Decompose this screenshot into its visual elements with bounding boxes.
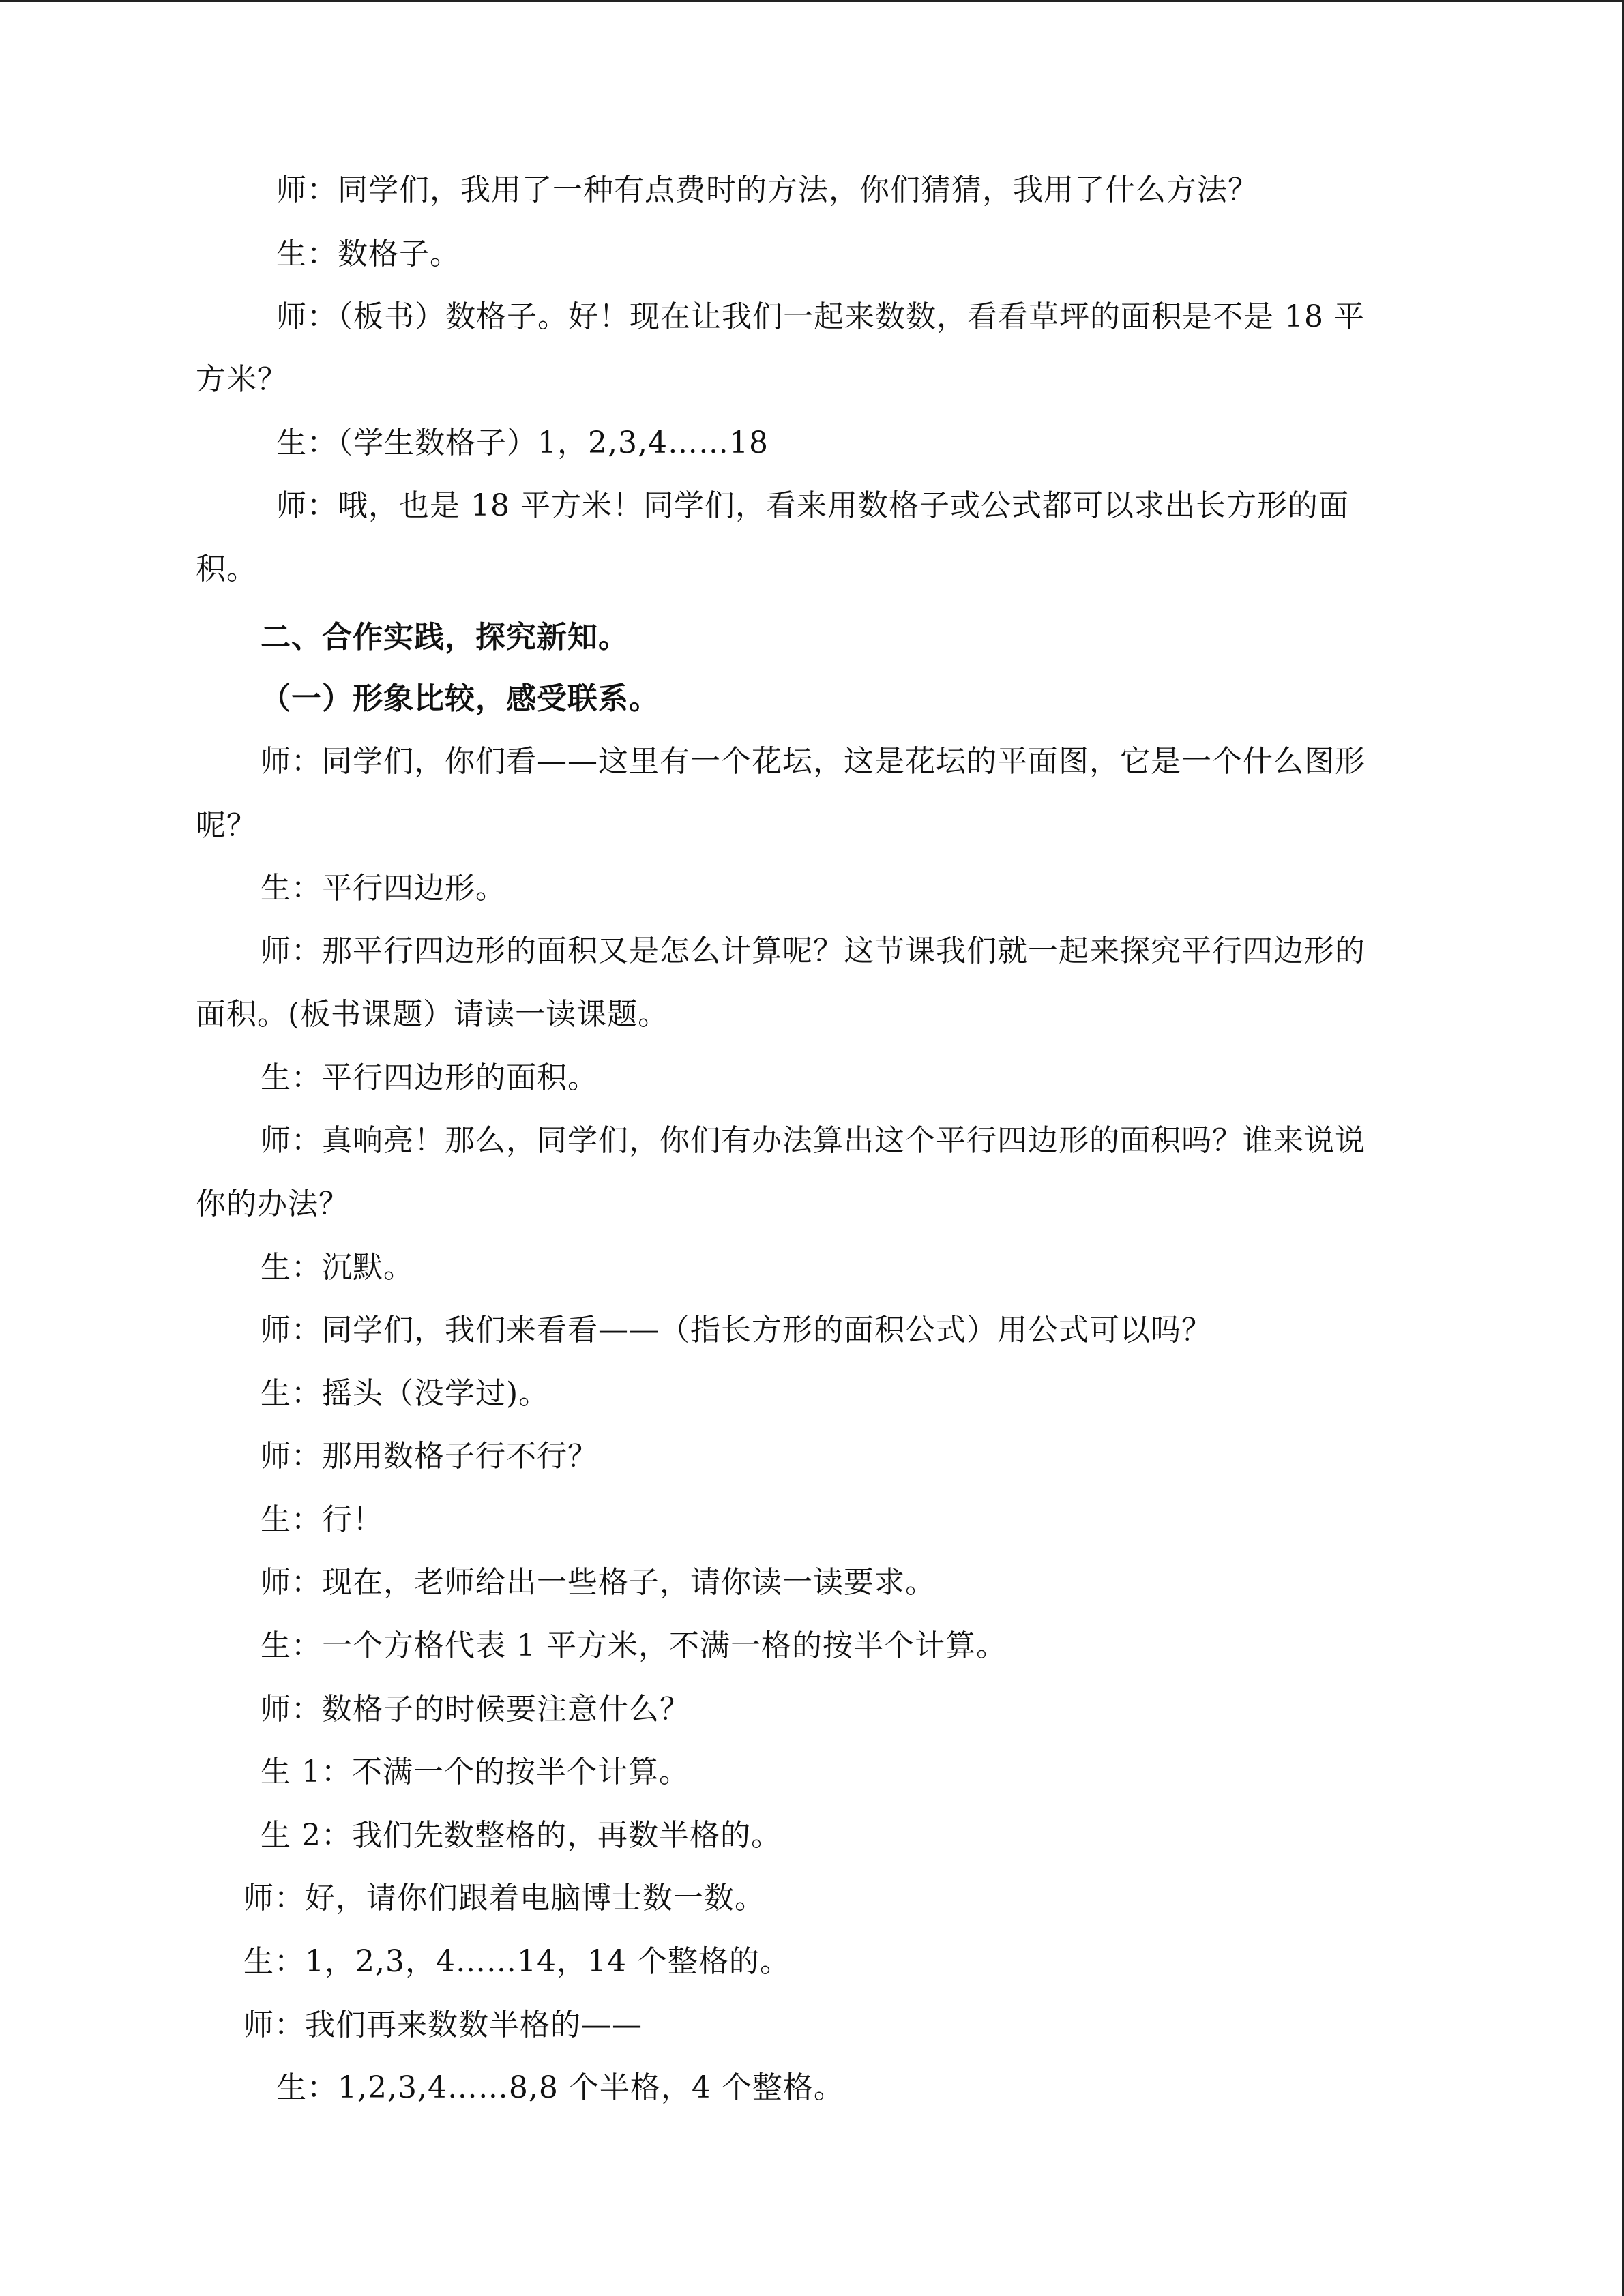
paragraph-line: 呢？ <box>196 808 257 843</box>
paragraph-line: 生：摇头（没学过)。 <box>261 1376 550 1411</box>
paragraph-line: 方米？ <box>196 362 288 397</box>
paragraph-line: 师：同学们，我们来看看——（指长方形的面积公式）用公式可以吗？ <box>261 1313 1212 1347</box>
paragraph-line: 师：那用数格子行不行？ <box>261 1439 598 1474</box>
paragraph-line: 师：现在，老师给出一些格子，请你读一读要求。 <box>261 1565 936 1600</box>
paragraph-line: 生：沉默。 <box>261 1250 414 1285</box>
paragraph-line: 师：数格子的时候要注意什么？ <box>261 1692 690 1727</box>
subsection-heading: （一）形象比较，感受联系。 <box>261 681 660 716</box>
paragraph-line: 生 2：我们先数整格的，再数半格的。 <box>261 1818 782 1853</box>
paragraph-line: 积。 <box>196 552 257 586</box>
paragraph-line: 生：一个方格代表 1 平方米，不满一格的按半个计算。 <box>261 1628 1007 1663</box>
paragraph-line: 面积。(板书课题）请读一读课题。 <box>196 997 669 1032</box>
paragraph-line: 你的办法？ <box>196 1187 349 1221</box>
paragraph-line: 生 1：不满一个的按半个计算。 <box>261 1755 690 1789</box>
paragraph-line: 生：（学生数格子）1，2,3,4……18 <box>276 426 769 460</box>
paragraph-line: 生：行！ <box>261 1502 383 1537</box>
paragraph-line: 师：我们再来数数半格的—— <box>243 2008 643 2042</box>
paragraph-line: 生：1,2,3,4……8,8 个半格，4 个整格。 <box>276 2070 844 2105</box>
paragraph-line: 师：好，请你们跟着电脑博士数一数。 <box>243 1881 765 1915</box>
paragraph-line: 生：平行四边形的面积。 <box>261 1060 598 1095</box>
paragraph-line: 师：同学们，我用了一种有点费时的方法，你们猜猜，我用了什么方法？ <box>276 173 1258 207</box>
paragraph-line: 生：数格子。 <box>276 237 460 271</box>
paragraph-line: 生：平行四边形。 <box>261 871 506 906</box>
paragraph-line: 生：1，2,3，4……14，14 个整格的。 <box>243 1944 791 1979</box>
paragraph-line: 师：同学们，你们看——这里有一个花坛，这是花坛的平面图，它是一个什么图形 <box>261 744 1365 779</box>
paragraph-line: 师：哦，也是 18 平方米！同学们，看来用数格子或公式都可以求出长方形的面 <box>276 488 1349 523</box>
paragraph-line: 师：真响亮！那么，同学们，你们有办法算出这个平行四边形的面积吗？谁来说说 <box>261 1123 1365 1158</box>
paragraph-line: 师：（板书）数格子。好！现在让我们一起来数数，看看草坪的面积是不是 18 平 <box>276 299 1365 334</box>
paragraph-line: 师：那平行四边形的面积又是怎么计算呢？这节课我们就一起来探究平行四边形的 <box>261 934 1365 968</box>
section-heading: 二、合作实践，探究新知。 <box>261 620 629 655</box>
